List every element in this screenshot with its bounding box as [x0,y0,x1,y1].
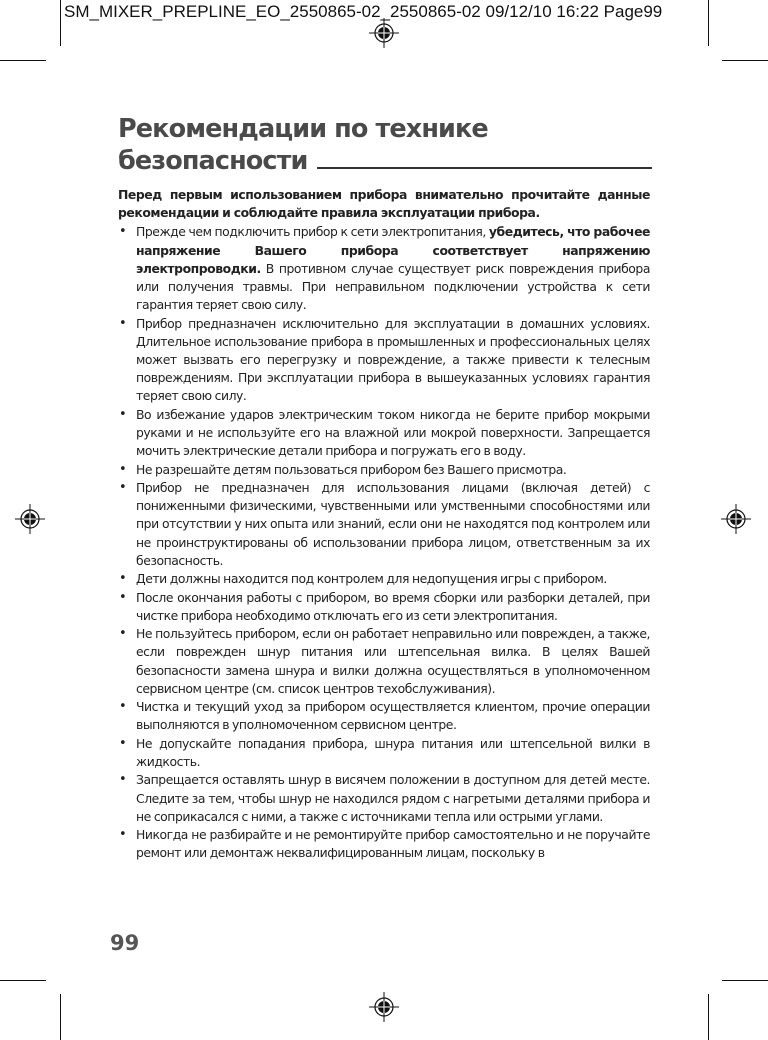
list-item [118,735,650,771]
list-item-text: Не пользуйтесь прибором, если он работает неправильно или поврежден, а также, если поврежден шнур питания или штепсельная вилка. В целях Вашей безопасности замена шнура и вилки должна осуществляться в уполномоченном сервисном центре (см. список центров техобслуживания). [136,626,650,696]
crop-mark-bottom-left-v [60,994,61,1040]
page-title [118,113,652,177]
crop-mark-top-left-h [0,60,46,61]
list-item [118,771,650,826]
page-title-line-2-row [118,145,652,177]
crop-mark-bottom-right-h [722,980,768,981]
list-item [118,406,650,461]
title-underline-rule [317,167,652,169]
registration-mark-top-icon [369,18,399,48]
page-number: 99 [110,931,140,955]
list-item-text: Прибор предназначен исключительно для эксплуатации в домашних условиях. Длительное использование прибора в промышленных и профессиональных целях может вызвать его перегрузку и повреждение, а также привести к телесным повреждениям. При эксплуатации прибора в вышеуказанных условиях гарантия теряет свою силу. [136,315,650,404]
list-item [118,625,650,698]
registration-mark-bottom-icon [369,992,399,1022]
list-item [118,479,650,570]
registration-mark-left-icon [15,504,45,534]
safety-list [118,223,650,862]
crop-mark-bottom-left-h [0,980,46,981]
list-item-text: Прежде чем подключить прибор к сети электропитания, [136,224,489,240]
list-item [118,698,650,734]
list-item-emphasis: убедитесь, что рабочее напряжение Вашего прибора соответствует напряжению электропроводки. [136,224,650,276]
list-item-text: Дети должны находится под контролем для недопущения игры с прибором. [136,571,607,587]
list-item-text: Прибор не предназначен для использования лицами (включая детей) с пониженными физическими, чувственными или умственными способностями или при отсутствии у них опыта или знаний, если они не находятся под контролем или не проинструктированы об использовании прибора лицом, ответственным за их безопасность. [136,480,650,568]
list-item-text: Не разрешайте детям пользоваться прибором без Вашего присмотра. [136,461,567,477]
crop-mark-top-right-v [708,0,709,46]
list-item [118,826,650,862]
intro-paragraph: Перед первым использованием прибора внимательно прочитайте данные рекомендации и соблюдайте правила эксплуатации прибора. [118,187,650,221]
list-item [118,223,650,314]
crop-mark-top-right-h [722,60,768,61]
list-item [118,315,650,406]
safety-content [118,186,650,863]
list-item-text: Никогда не разбирайте и не ремонтируйте прибор самостоятельно и не поручайте ремонт или демонтаж неквалифицированным лицам, поскольку в [136,827,650,861]
registration-mark-right-icon [721,504,751,534]
list-item-text: Во избежание ударов электрическим током никогда не берите прибор мокрыми руками и не используйте его на влажной или мокрой поверхности. Запрещается мочить электрические детали прибора и погружать его в воду. [136,406,650,459]
list-item-text: После окончания работы с прибором, во время сборки или разборки деталей, при чистке прибора необходимо отключать его из сети электропитания. [136,589,650,623]
list-item-text: Запрещается оставлять шнур в висячем положении в доступном для детей месте. Следите за тем, чтобы шнур не находился рядом с нагретыми деталями прибора и не соприкасался с ними, а также с источниками тепла или острыми углами. [136,772,650,824]
list-item-text-continued: В противном случае существует риск повреждения прибора или получения травмы. При неправильном подключении устройства к сети гарантия теряет свою силу. [136,260,650,313]
list-item-text: Не допускайте попадания прибора, шнура питания или штепсельной вилки в жидкость. [136,735,650,769]
page-title-line-1: Рекомендации по технике [118,114,488,144]
list-item [118,461,650,479]
list-item [118,589,650,625]
crop-mark-bottom-right-v [708,994,709,1040]
list-item-text: Чистка и текущий уход за прибором осуществляется клиентом, прочие операции выполняются в уполномоченном сервисном центре. [136,699,650,733]
list-item [118,570,650,588]
crop-mark-top-left-v [60,0,61,46]
page-title-line-2: безопасности [118,146,308,176]
printer-slug: SM_MIXER_PREPLINE_EO_2550865-02_2550865-02 09/12/10 16:22 Page99 [64,2,663,21]
